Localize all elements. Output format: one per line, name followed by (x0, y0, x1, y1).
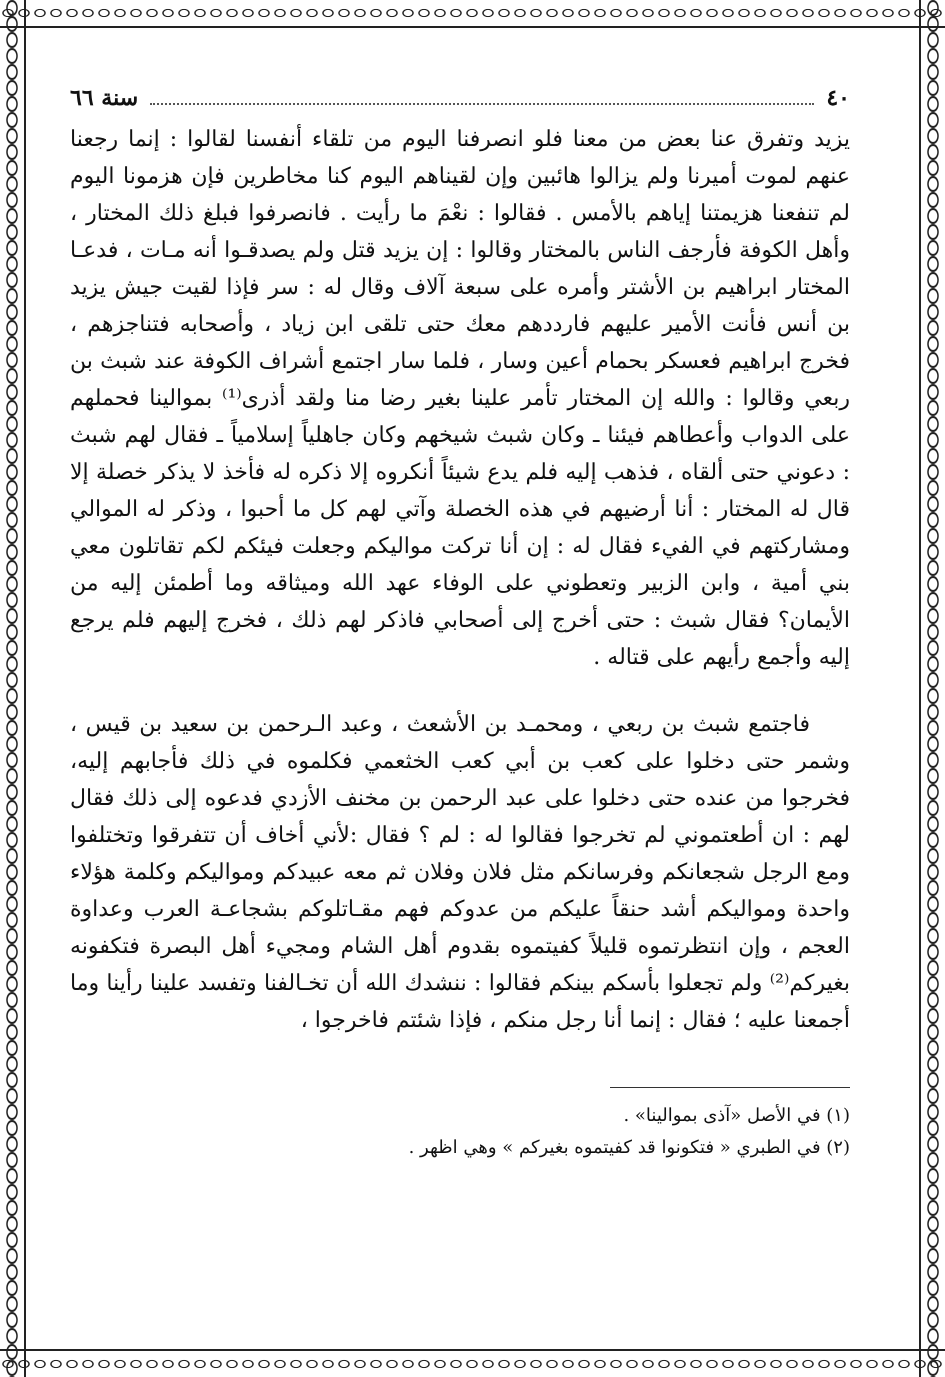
ornamental-border-left (0, 0, 26, 1377)
body-paragraph-1: يزيد وتفرق عنا بعض من معنا فلو انصرفنا اليوم من تلقاء أنفسنا لقالوا : إنما رجعنا عنهم لموت أميرنا ولم يزالوا هائبين وإن لقيناهم اليوم كنا مخاطرين فإن هزمونا اليوم لم تنفعنا هزيمتنا إياهم بالأمس . فقالوا : نعْمَ ما رأيت . فانصرفوا فبلغ ذلك المختار ، وأهل الكوفة فأرجف الناس بالمختار وقالوا : إن يزيد قتل ولم يصدقـوا أنه مـات ، فدعـا المختار ابراهيم بن الأشتر وأمره على سبعة آلاف وقال له : سر فإذا لقيت جيش يزيد بن أنس فأنت الأمير عليهم فارددهم معك حتى تلقى ابن زياد ، وأصحابه فتناجزهم ، فخرج ابراهيم فعسكر بحمام أعين وسار ، فلما سار اجتمع أشراف الكوفة عند شبث بن ربعي وقالوا : والله إن المختار تأمر علينا بغير رضا منا ولقد أذرى⁽¹⁾ بموالينا فحملهم على الدواب وأعطاهم فيئنا ـ وكان شبث شيخهم وكان جاهلياً إسلامياً ـ فقال لهم شبث : دعوني حتى ألقاه ، فذهب إليه فلم يدع شيئاً أنكروه إلا ذكره له فأخذ لا يذكر خصلة إلا قال له المختار : أنا أرضيهم في هذه الخصلة وآتي لهم كل ما أحبوا ، وذكر له الموالي ومشاركتهم في الفيء فقال له : إن أنا تركت مواليكم وجعلت فيئكم لكم تقاتلون معي بني أمية ، وابن الزبير وتعطوني على الوفاء عهد الله وميثاقه وما أطمئن إليه من الأيمان؟ فقال شبث : حتى أخرج إلى أصحابي فاذكر لهم ذلك ، فخرج إليهم فلم يرجع إليه وأجمع رأيهم على قتاله . (70, 127, 850, 670)
header-leader-dots (150, 91, 814, 105)
page-content (70, 85, 850, 1164)
ornamental-border-top (0, 0, 945, 28)
footnote-1: (١) في الأصل «آذى بموالينا» . (623, 1105, 850, 1126)
ornamental-border-bottom (0, 1349, 945, 1377)
year-label: سنة ٦٦ (70, 85, 139, 111)
footnote-2: (٢) في الطبري « فتكونوا قد كفيتموه بغيركم » وهي اظهر . (408, 1137, 850, 1158)
page-number: ٤٠ (826, 85, 850, 111)
footnote-separator (610, 1087, 850, 1088)
body-paragraph-2: فاجتمع شبث بن ربعي ، ومحمـد بن الأشعث ، وعبد الـرحمن بن سعيد بن قيس ، وشمر حتى دخلوا على كعب بن أبي كعب الخثعمي فكلموه في ذلك فأجابهم إليه، فخرجوا من عنده حتى دخلوا على عبد الرحمن بن مخنف الأزدي فدعوه إلى ذلك فقال لهم : ان أطعتموني لم تخرجوا فقالوا له : لم ؟ فقال :لأني أخاف أن تتفرقوا وتختلفوا ومع الرجل شجعانكم وفرسانكم مثل فلان وفلان ثم معه عبيدكم ومواليكم وكلمة هؤلاء واحدة ومواليكم أشد حنقاً عليكم من عدوكم فهم مقـاتلوكم بشجاعـة العرب وعداوة العجم ، وإن انتظرتموه قليلاً كفيتموه بقدوم أهل الشام ومجيء أهل البصرة فتكفونه بغيركم⁽²⁾ ولم تجعلوا بأسكم بينكم فقالوا : ننشدك الله أن تخـالفنا وتفسد علينا رأينا وما أجمعنا عليه ؛ فقال : إنما أنا رجل منكم ، فإذا شئتم فاخرجوا ، (70, 712, 850, 1033)
running-header (70, 85, 850, 121)
ornamental-border-right (919, 0, 945, 1377)
